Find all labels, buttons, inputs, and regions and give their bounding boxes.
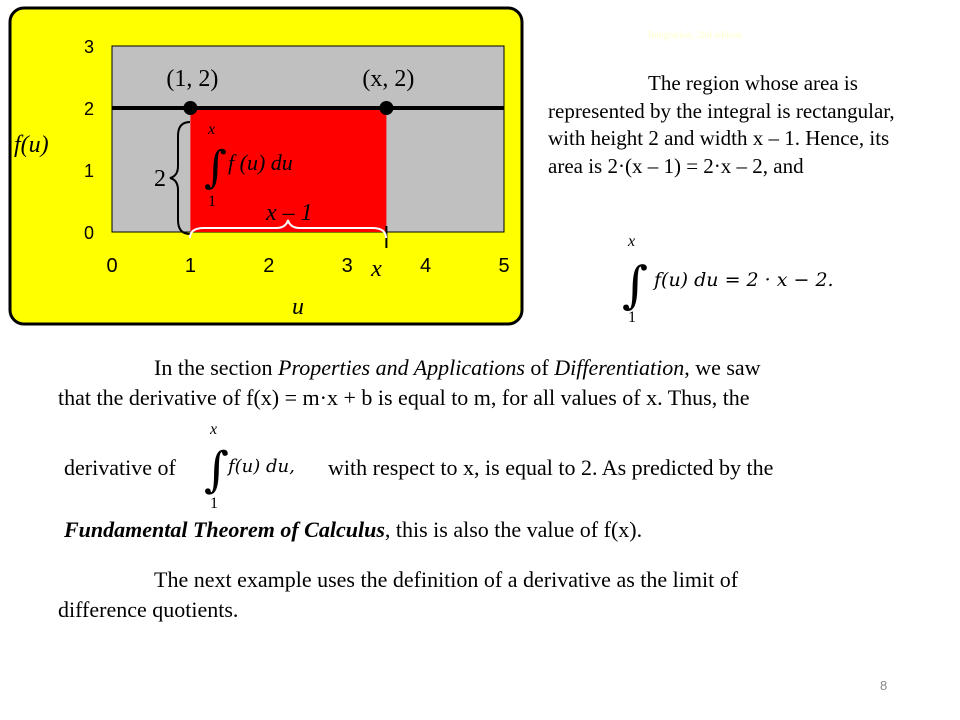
slide-title: Integration, 2nd edition: [648, 30, 743, 41]
region-integrand: f (u) du: [228, 150, 293, 175]
right-eq-body: f(u) du = 2 · x − 2.: [654, 269, 834, 291]
inline-integral: [200, 420, 330, 512]
x-tick-label: 5: [498, 255, 510, 277]
height-label: 2: [154, 166, 166, 192]
para3-line1: The next example uses the definition of a derivative as the limit of: [154, 567, 739, 592]
y-tick-label: 1: [83, 161, 94, 181]
inline-integral-sign: ∫: [204, 442, 230, 498]
para2-line4: Fundamental Theorem of Calculus, this is also the value of f(x).: [64, 517, 643, 542]
para2-line1: In the section Properties and Applications of Differentiation, we saw: [154, 355, 761, 380]
x-marker-label: x: [371, 256, 382, 282]
para2-line3-after: with respect to x, is equal to 2. As predicted by the: [328, 455, 774, 480]
para2-line2: that the derivative of f(x) = m·x + b is equal to m, for all values of x. Thus, the: [58, 385, 750, 410]
width-label: x – 1: [266, 200, 313, 226]
chart-panel: [8, 6, 524, 326]
x-tick-label: 1: [184, 255, 196, 277]
x-tick-label: 4: [420, 255, 432, 277]
y-tick-label: 2: [83, 99, 94, 119]
right-paragraph: [548, 70, 900, 181]
y-tick-label: 0: [83, 223, 94, 243]
theorem-name: Fundamental Theorem of Calculus: [64, 517, 385, 542]
y-axis-label: f(u): [14, 132, 49, 158]
point-label-x-2: (x, 2): [362, 66, 415, 92]
region-integral-sign: ∫: [204, 142, 227, 193]
x-axis-label: u: [292, 294, 304, 320]
right-eq-integral-sign: ∫: [622, 256, 649, 314]
page-number: 8: [880, 678, 888, 693]
point-label-1-2: (1, 2): [166, 66, 219, 92]
y-tick-label: 3: [83, 37, 94, 57]
region-integral-upper: x: [208, 121, 216, 138]
x-tick-label: 2: [263, 255, 275, 277]
inline-integral-body: f(u) du,: [228, 456, 295, 477]
x-tick-label: 0: [106, 255, 118, 277]
inline-integral-lower: 1: [210, 495, 218, 512]
right-equation: [614, 232, 854, 328]
inline-integral-upper: x: [210, 421, 218, 438]
right-paragraph-text: The region whose area is represented by the integral is rectangular, with height 2 and width x – 1. Hence, its area is 2·(x – 1) = 2·x – 2, and: [548, 71, 895, 179]
para3-line2: difference quotients.: [58, 597, 239, 622]
point-1-2: [183, 101, 197, 115]
point-x-2: [379, 101, 393, 115]
x-tick-label: 3: [341, 255, 353, 277]
right-eq-lower: 1: [628, 309, 636, 326]
right-eq-upper: x: [628, 233, 636, 250]
para2-line3-before: derivative of: [64, 455, 176, 480]
region-integral-lower: 1: [208, 193, 216, 210]
